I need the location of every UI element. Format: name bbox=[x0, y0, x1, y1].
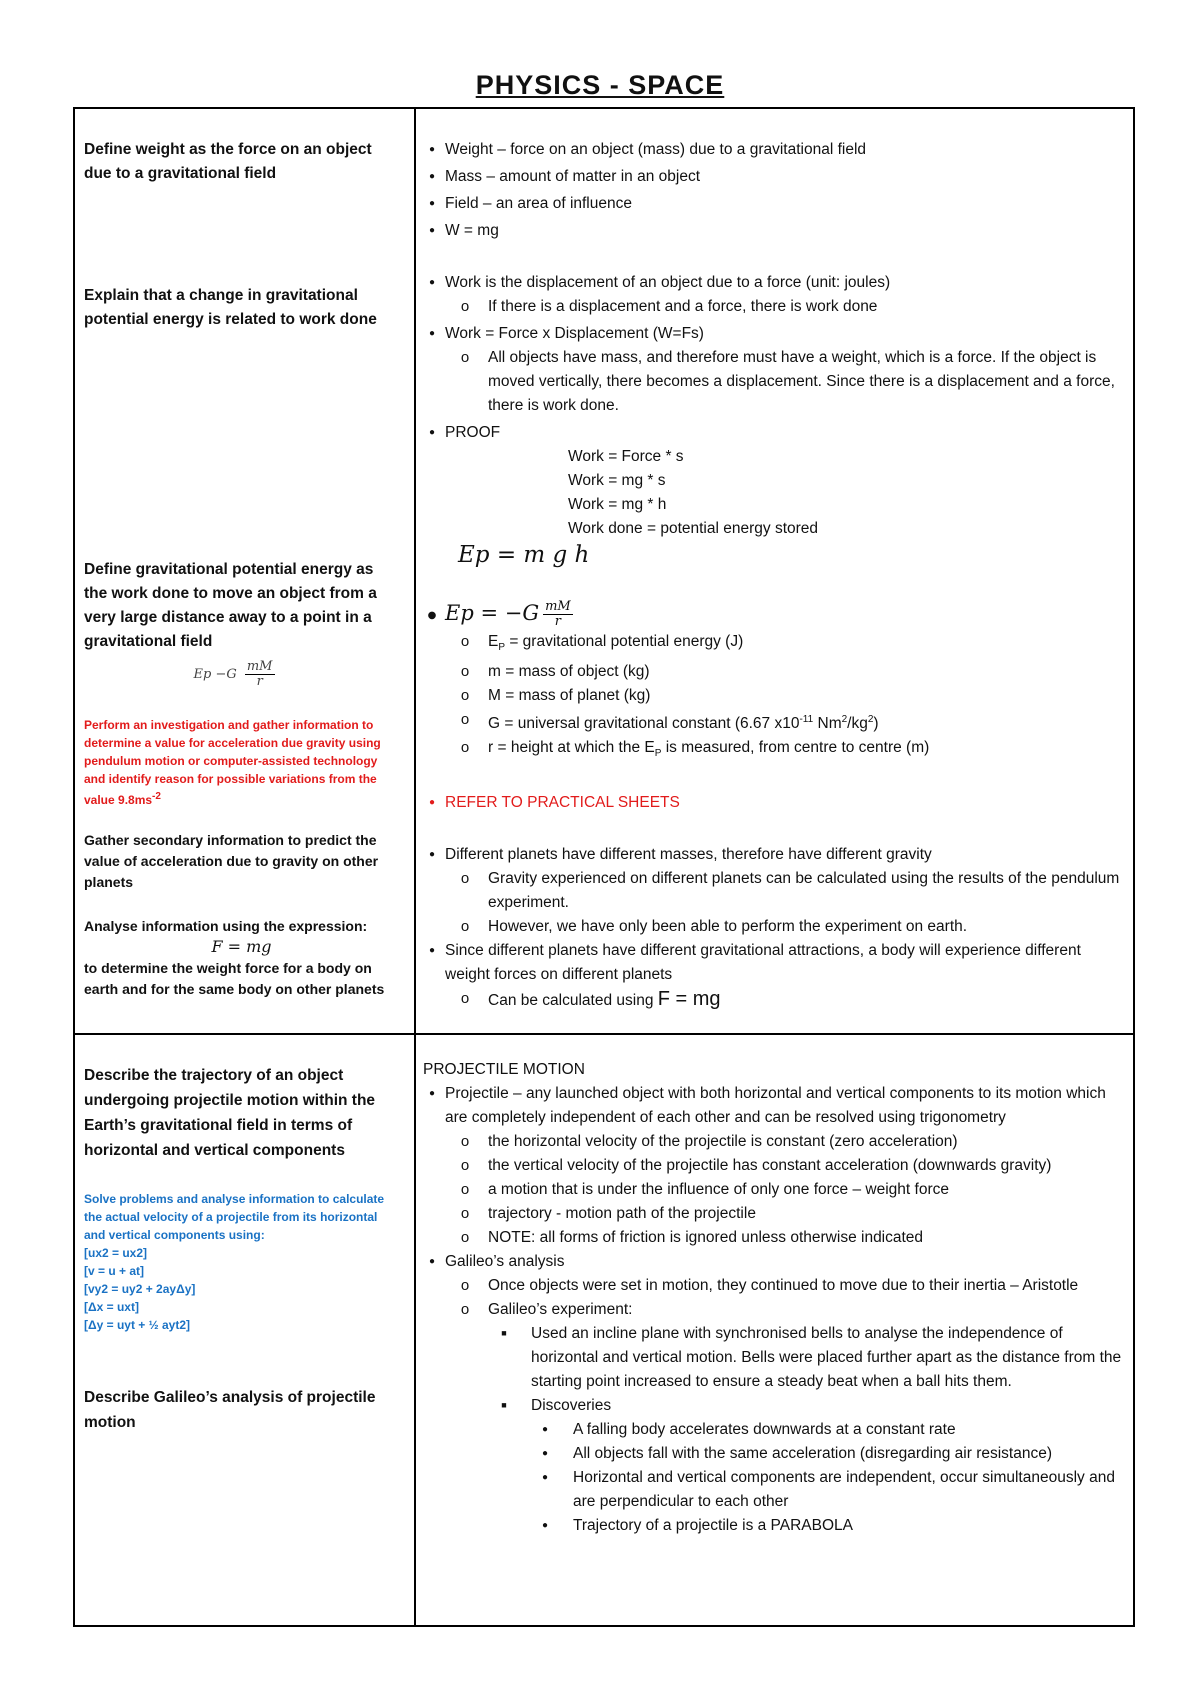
investigation-text: Perform an investigation and gather information to determine a value for acceleration due gravity using pendulum motion or computer-assisted technology and identify reason for possible variations from the value 9.8ms bbox=[84, 718, 381, 807]
list-item: Galileo’s analysis bbox=[445, 1253, 565, 1270]
list-item: Used an incline plane with synchronised bells to analyse the independence of horizontal and vertical motion. Bells were placed further apart as the distance from the starting point increased to ensure a steady beat when a ball hits them. bbox=[531, 1325, 1122, 1390]
syllabus-point-gpe: Define gravitational potential energy as the work done to move an object from a very large distance away to a point in a gravitational field bbox=[84, 561, 377, 650]
syllabus-point-investigation bbox=[84, 716, 399, 809]
list-item: trajectory - motion path of the projectile bbox=[488, 1205, 756, 1222]
list-item: Gravity experienced on different planets can be calculated using the results of the pendulum experiment. bbox=[488, 870, 1120, 911]
list-item: Projectile – any launched object with both horizontal and vertical components to its motion which are completely independent of each other and can be resolved using trigonometry bbox=[445, 1085, 1106, 1126]
weight-eq: F = mg bbox=[657, 988, 721, 1010]
proof-line: Work = mg * s bbox=[568, 472, 666, 489]
syllabus-point-analyse: Analyse information using the expression: bbox=[84, 918, 368, 934]
def-r-sub: P bbox=[654, 748, 662, 760]
list-item: Mass – amount of matter in an object bbox=[445, 168, 701, 185]
list-item: However, we have only been able to perform the experiment on earth. bbox=[488, 918, 968, 935]
list-item: Discoveries bbox=[531, 1397, 612, 1414]
def-sym: E bbox=[488, 633, 499, 650]
syllabus-point-galileo: Describe Galileo’s analysis of projectile motion bbox=[84, 1389, 376, 1431]
def-text: = mass of object (kg) bbox=[500, 663, 650, 681]
list-item: If there is a displacement and a force, there is work done bbox=[488, 298, 878, 315]
gpe-eq-left: Ep = −G bbox=[445, 601, 540, 625]
def-g-sup2: 2 bbox=[841, 714, 848, 726]
list-item: All objects have mass, and therefore must have a weight, which is a force. If the object is moved vertically, there becomes a displacement. Since there is a displacement and a force, there is work done. bbox=[488, 349, 1115, 414]
def-r-b: is measured, from centre to centre (m) bbox=[661, 739, 930, 757]
def-g-c: /kg bbox=[847, 715, 868, 733]
left-eq-num: mM bbox=[246, 659, 273, 674]
row-divider bbox=[75, 1033, 1133, 1035]
practical-link: REFER TO PRACTICAL SHEETS bbox=[445, 794, 680, 811]
list-item: A falling body accelerates downwards at a constant rate bbox=[573, 1421, 956, 1438]
syllabus-point-weight-force: to determine the weight force for a body on earth and for the same body on other planets bbox=[84, 960, 385, 997]
proof-line: Work = Force * s bbox=[568, 448, 684, 465]
def-sym: M bbox=[488, 687, 501, 705]
solve-eq-1: [ux2 = ux2] bbox=[84, 1246, 148, 1260]
notes-planets bbox=[423, 843, 1123, 1013]
solve-eq-5: [Δy = uyt + ½ ayt2] bbox=[84, 1318, 191, 1332]
syllabus-point-work: Explain that a change in gravitational potential energy is related to work done bbox=[84, 287, 377, 328]
def-g-sup: -11 bbox=[799, 714, 814, 726]
list-item: Galileo’s experiment: bbox=[488, 1301, 633, 1318]
syllabus-point-solve bbox=[84, 1190, 399, 1334]
def-g-a: G = universal gravitational constant (6.67 x10 bbox=[488, 715, 800, 733]
list-item: Horizontal and vertical components are independent, occur simultaneously and are perpendicular to each other bbox=[573, 1469, 1115, 1510]
def-g-sup3: 2 bbox=[867, 714, 874, 726]
gpe-eq-den: r bbox=[554, 614, 562, 629]
solve-eq-4: [Δx = uxt] bbox=[84, 1300, 139, 1314]
list-item: Work is the displacement of an object due to a force (unit: joules) bbox=[445, 274, 891, 291]
left-gpe-equation bbox=[84, 660, 384, 689]
list-item: Once objects were set in motion, they continued to move due to their inertia – Aristotle bbox=[488, 1277, 1079, 1294]
list-item: NOTE: all forms of friction is ignored unless otherwise indicated bbox=[488, 1229, 924, 1246]
def-sym: m bbox=[488, 663, 501, 681]
notes-practical bbox=[423, 791, 1123, 815]
column-divider bbox=[414, 109, 416, 1625]
proof-lines bbox=[423, 445, 1123, 541]
investigation-sup: -2 bbox=[152, 791, 161, 802]
notes-weight bbox=[423, 138, 1123, 243]
list-item: the horizontal velocity of the projectile is constant (zero acceleration) bbox=[488, 1133, 958, 1150]
list-item: W = mg bbox=[445, 222, 499, 239]
notes-work bbox=[423, 271, 1123, 567]
list-item: PROOF bbox=[445, 424, 501, 441]
list-item: Can be calculated using bbox=[488, 992, 654, 1009]
list-item: Field – an area of influence bbox=[445, 195, 632, 212]
syllabus-point-trajectory: Describe the trajectory of an object undergoing projectile motion within the Earth’s gravitational field in terms of horizontal and vertical components bbox=[84, 1067, 376, 1159]
proof-line: Work done = potential energy stored bbox=[568, 520, 819, 537]
list-item: Different planets have different masses, therefore have different gravity bbox=[445, 846, 932, 863]
syllabus-point-other-planets: Gather secondary information to predict the value of acceleration due to gravity on other planets bbox=[84, 832, 379, 890]
notes-projectile bbox=[423, 1058, 1123, 1538]
def-sub: P bbox=[498, 642, 506, 654]
solve-eq-2: [v = u + at] bbox=[84, 1264, 145, 1278]
def-g-d: ) bbox=[873, 715, 879, 733]
list-item: Work = Force x Displacement (W=Fs) bbox=[445, 325, 704, 342]
ep-mgh-equation: Ep = m g h bbox=[458, 542, 590, 568]
list-item: the vertical velocity of the projectile has constant acceleration (downwards gravity) bbox=[488, 1157, 1052, 1174]
notes-gpe bbox=[423, 596, 1123, 766]
def-text: = mass of planet (kg) bbox=[500, 687, 651, 705]
list-item: Trajectory of a projectile is a PARABOLA bbox=[573, 1517, 853, 1534]
left-eq-g: −G bbox=[215, 667, 237, 682]
left-eq-den: r bbox=[256, 674, 263, 689]
solve-text: Solve problems and analyse information to calculate the actual velocity of a projectile from its horizontal and vertical components using: bbox=[84, 1192, 385, 1242]
gpe-eq-num: mM bbox=[545, 599, 571, 614]
left-weight-equation: F = mg bbox=[211, 937, 272, 956]
def-r-a: r = height at which the E bbox=[488, 739, 655, 757]
def-g-b: Nm bbox=[813, 715, 842, 733]
page-title: PHYSICS - SPACE bbox=[475, 70, 725, 100]
solve-eq-3: [vy2 = uy2 + 2ayΔy] bbox=[84, 1282, 196, 1296]
list-item: Weight – force on an object (mass) due to a gravitational field bbox=[445, 141, 867, 158]
list-item: Since different planets have different gravitational attractions, a body will experience different weight forces on different planets bbox=[445, 942, 1081, 983]
def-text: = gravitational potential energy (J) bbox=[505, 633, 744, 650]
left-eq-ep: Ep bbox=[193, 667, 212, 682]
syllabus-point-weight: Define weight as the force on an object due to a gravitational field bbox=[84, 141, 372, 182]
list-item: a motion that is under the influence of only one force – weight force bbox=[488, 1181, 949, 1198]
list-item: All objects fall with the same acceleration (disregarding air resistance) bbox=[573, 1445, 1052, 1462]
projectile-heading: PROJECTILE MOTION bbox=[423, 1061, 585, 1078]
proof-line: Work = mg * h bbox=[568, 496, 667, 513]
